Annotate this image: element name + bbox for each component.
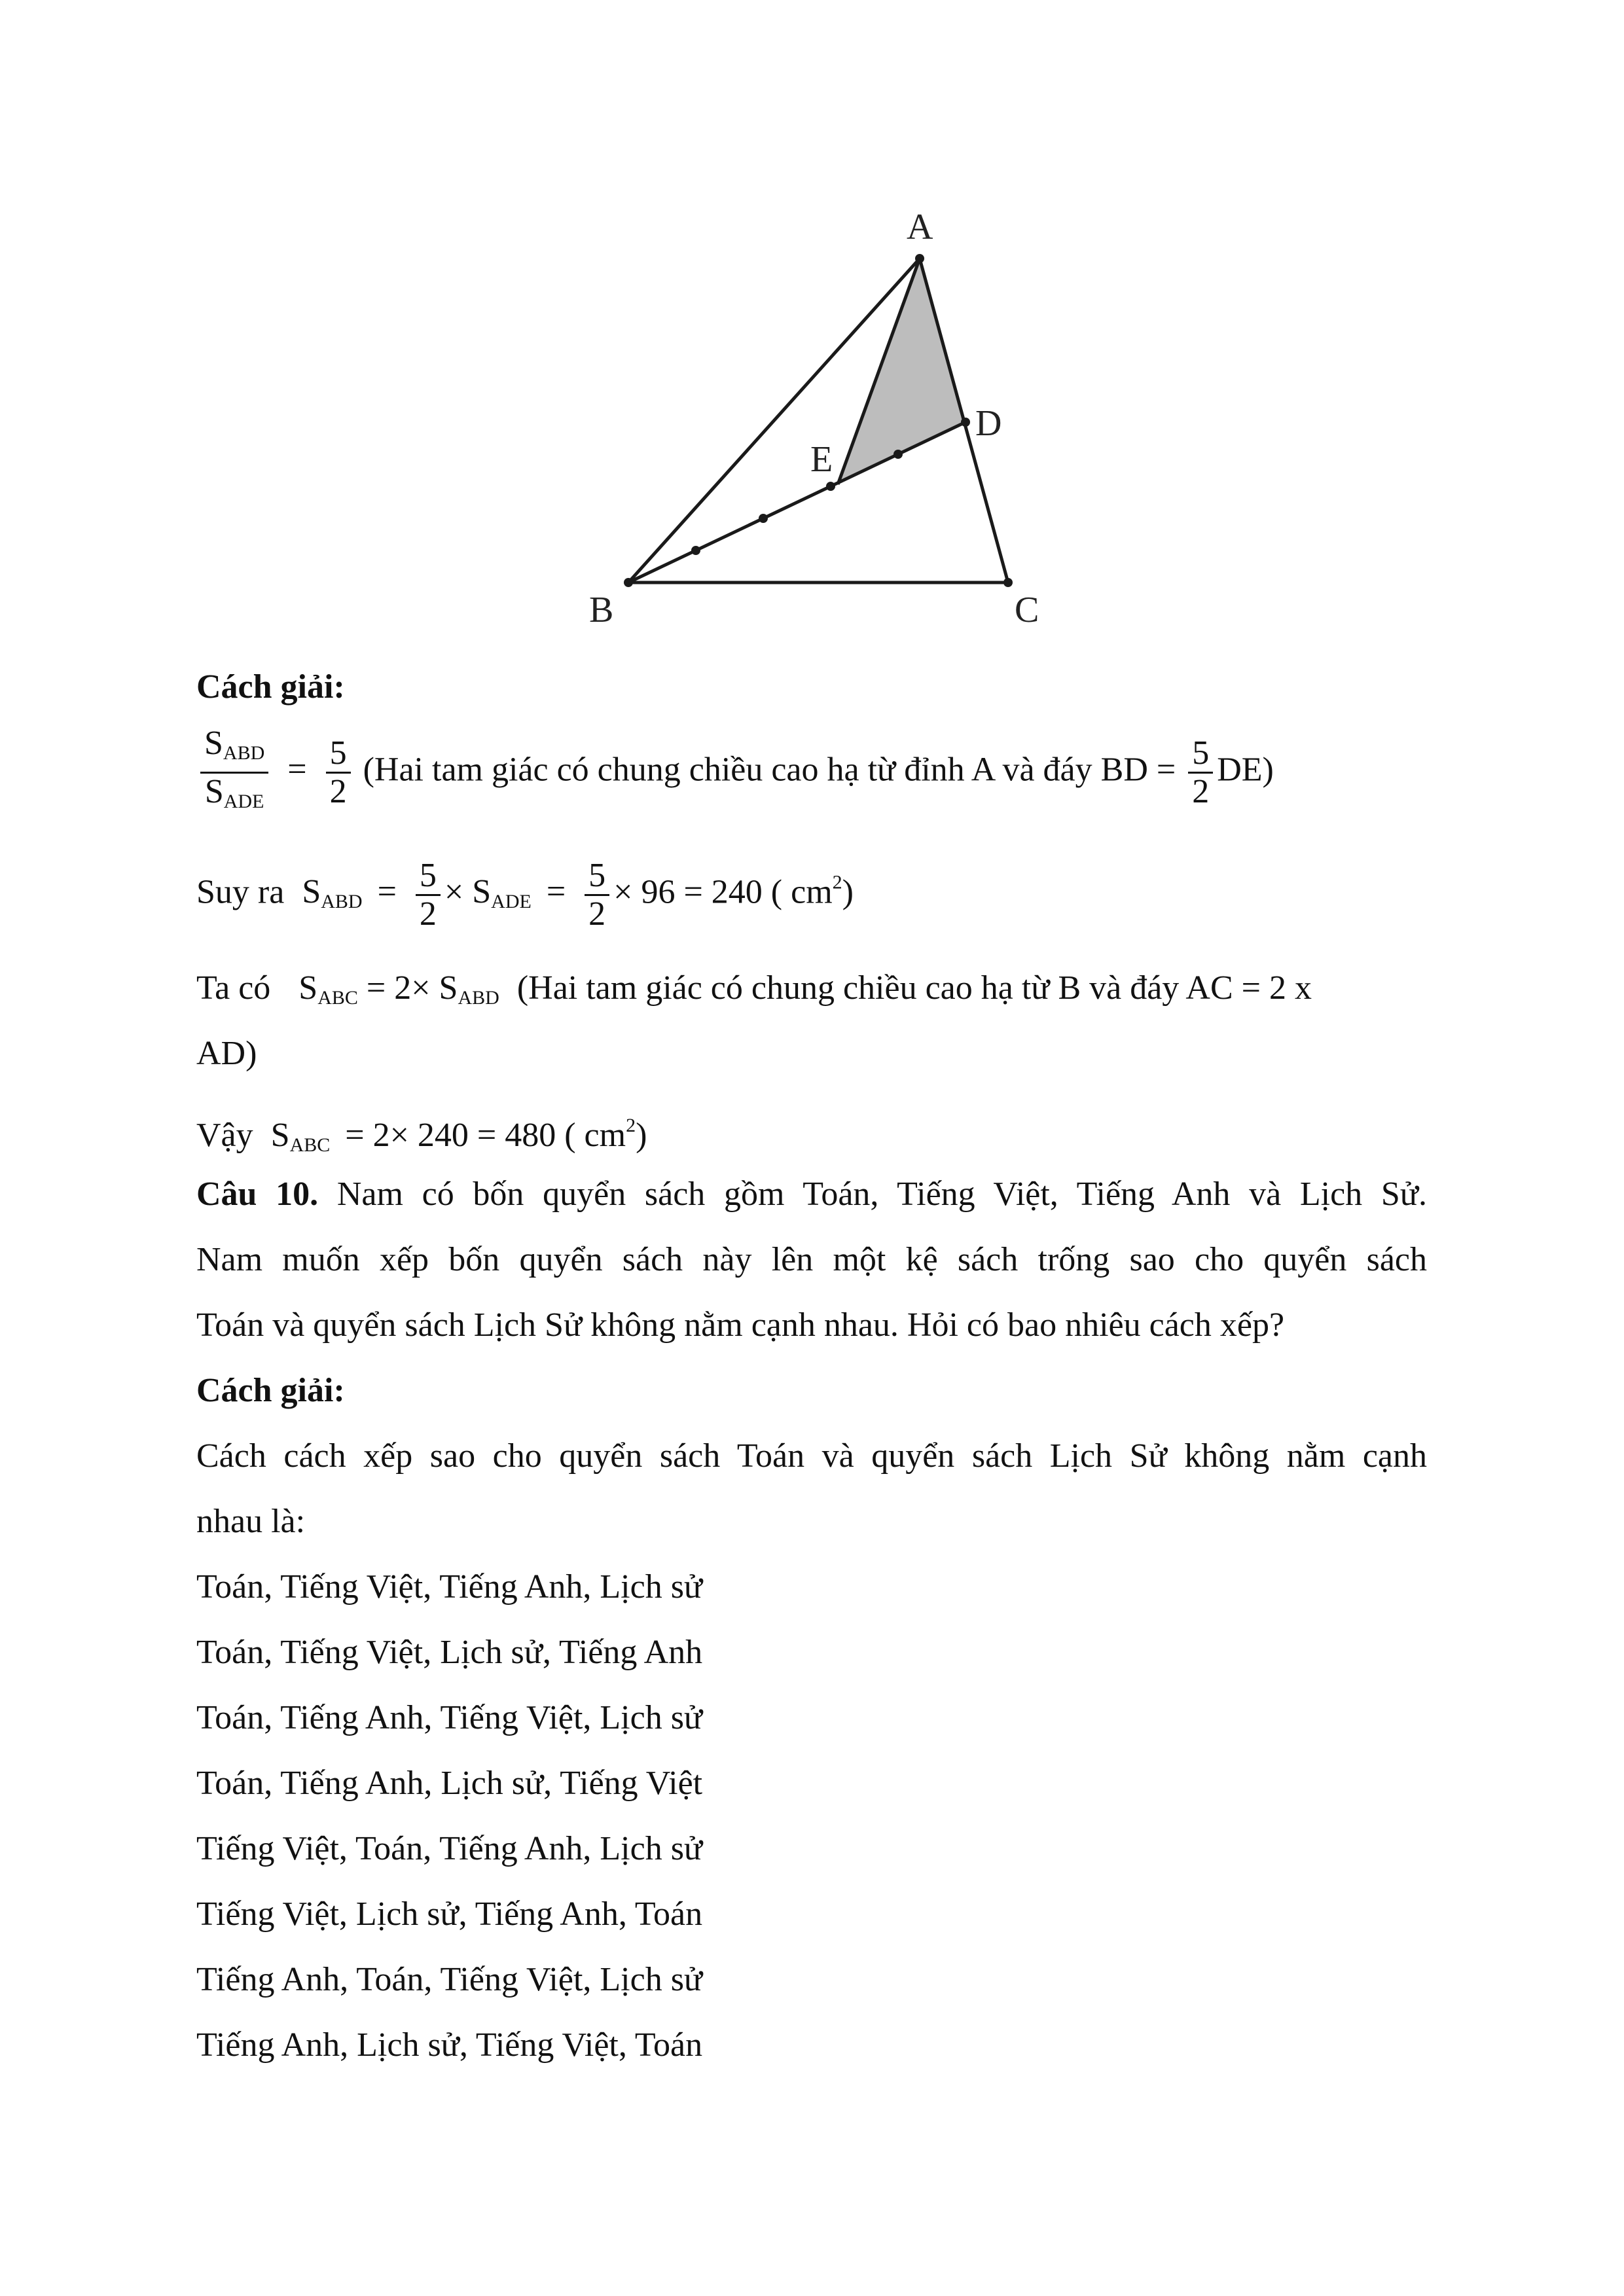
point-e xyxy=(826,482,835,491)
ratio-line: $\frac{S_{ABD}}{S_{ADE}}$ = $\frac{5}{2}$ (Hai tam giác có chung chiều cao hạ từ đỉnh A và đáy BD = $\frac{5}{2}$ DE) xyxy=(196,725,1274,820)
label-b: B xyxy=(589,590,614,628)
fraction-5-2: $\frac{5}{2}$ xyxy=(1188,735,1213,810)
question-10-line-1: Câu 10. Nam có bốn quyển sách gồm Toán, Tiếng Việt, Tiếng Anh và Lịch Sử. xyxy=(196,1175,1427,1213)
ratio-fraction: $\frac{S_{ABD}}{S_{ADE}}$ xyxy=(200,725,268,820)
arrangement-item: Tiếng Việt, Toán, Tiếng Anh, Lịch sử xyxy=(196,1830,703,1867)
label-d: D xyxy=(975,403,1002,444)
solution-intro-line-2: nhau là: xyxy=(196,1503,306,1540)
vay-line: Vậy $S_{ABC} = 2\times 240 = 480$ ( $cm^2$) xyxy=(196,1115,647,1156)
label-a: A xyxy=(907,207,933,247)
solution-intro-line-1: Cách cách xếp sao cho quyển sách Toán và quyển sách Lịch Sử không nằm cạnh xyxy=(196,1437,1427,1475)
segment-bd xyxy=(628,422,965,583)
label-c: C xyxy=(1015,590,1039,628)
point-b xyxy=(624,578,633,587)
point-c xyxy=(1003,578,1013,587)
point-d xyxy=(961,418,970,427)
arrangement-item: Toán, Tiếng Anh, Lịch sử, Tiếng Việt xyxy=(196,1765,703,1802)
arrangement-item: Toán, Tiếng Việt, Lịch sử, Tiếng Anh xyxy=(196,1634,703,1671)
point-a xyxy=(915,254,924,263)
fraction-5-2: $\frac{5}{2}$ xyxy=(326,735,351,810)
point-tick-2 xyxy=(759,514,768,523)
solution-heading: Cách giải: xyxy=(196,668,345,706)
suy-ra-line: Suy ra $S_{ABD}$ = $\frac{5}{2}$ × $S_{ADE}$ = $\frac{5}{2}$ × 96 = 240 ( $cm^2$) xyxy=(196,857,854,933)
arrangement-item: Tiếng Việt, Lịch sử, Tiếng Anh, Toán xyxy=(196,1895,703,1933)
point-tick-1 xyxy=(691,546,700,555)
question-10-line-2: Nam muốn xếp bốn quyển sách này lên một kệ sách trống sao cho quyển sách xyxy=(196,1241,1427,1278)
ta-co-line: Ta có $S_{ABC} = 2\times S_{ABD}$ (Hai tam giác có chung chiều cao hạ từ B và đáy AC = 2 x xyxy=(196,969,1312,1009)
point-tick-3 xyxy=(893,450,903,459)
question-10-line-3: Toán và quyển sách Lịch Sử không nằm cạnh nhau. Hỏi có bao nhiêu cách xếp? xyxy=(196,1306,1285,1344)
shaded-triangle-ade xyxy=(838,259,965,484)
label-e: E xyxy=(810,439,833,480)
fraction-5-2: $\frac{5}{2}$ xyxy=(585,857,609,933)
fraction-5-2: $\frac{5}{2}$ xyxy=(416,857,441,933)
arrangement-item: Toán, Tiếng Việt, Tiếng Anh, Lịch sử xyxy=(196,1568,703,1605)
solution-heading: Cách giải: xyxy=(196,1372,345,1409)
triangle-figure xyxy=(563,203,1074,628)
arrangement-item: Tiếng Anh, Lịch sử, Tiếng Việt, Toán xyxy=(196,2026,703,2064)
arrangement-item: Tiếng Anh, Toán, Tiếng Việt, Lịch sử xyxy=(196,1961,703,1998)
ta-co-continuation: AD) xyxy=(196,1035,257,1072)
arrangement-item: Toán, Tiếng Anh, Tiếng Việt, Lịch sử xyxy=(196,1699,703,1736)
